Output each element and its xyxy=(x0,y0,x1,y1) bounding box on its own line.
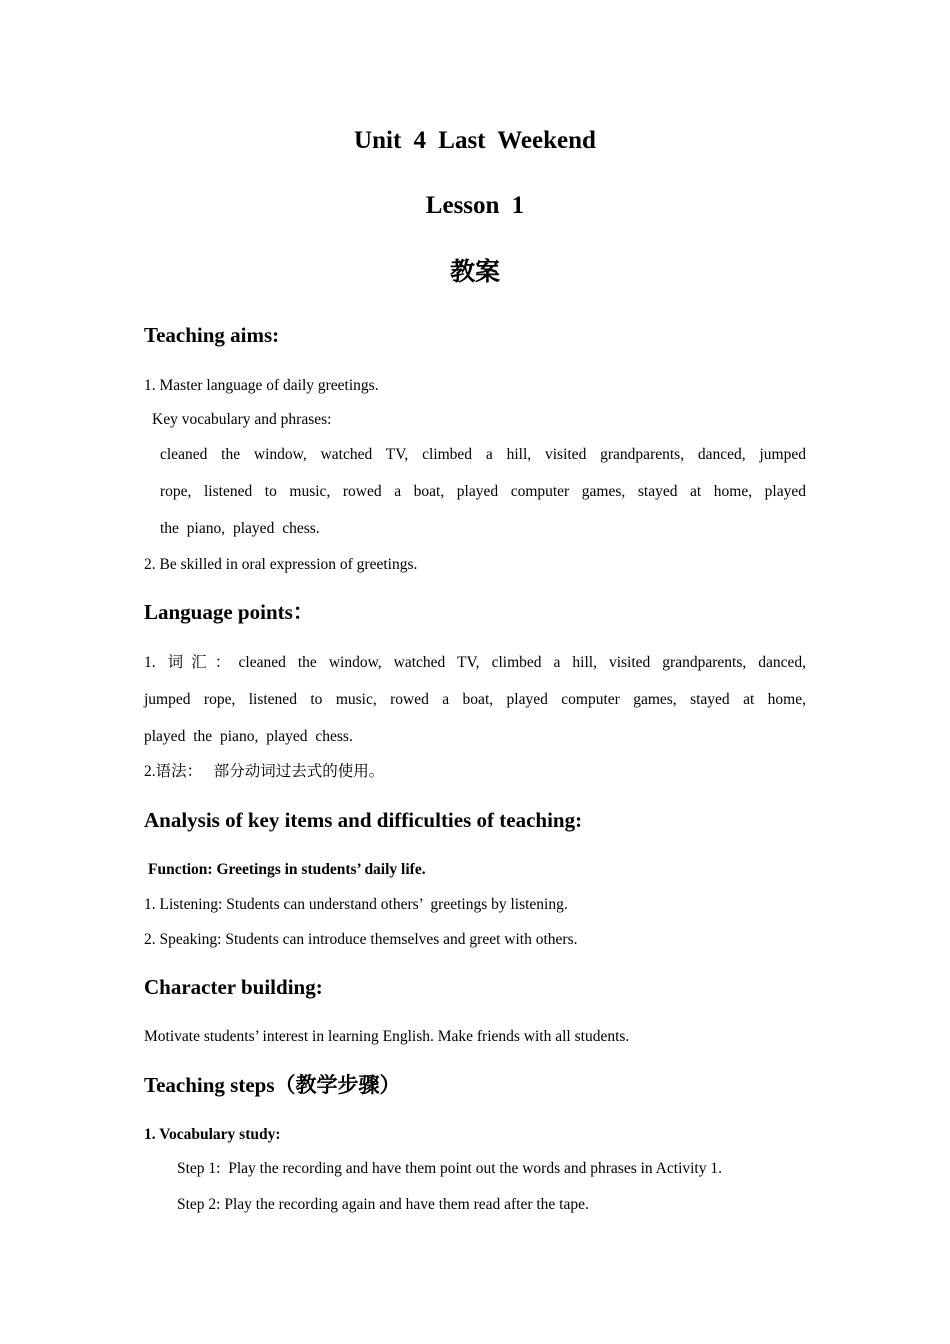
analysis-item-1: 1. Listening: Students can understand others’ greetings by listening. xyxy=(144,896,568,913)
character-text: Motivate students’ interest in learning English. Make friends with all students. xyxy=(144,1028,630,1045)
lesson-title: Lesson 1 xyxy=(425,192,525,219)
aim-item-2: 2. Be skilled in oral expression of greetings. xyxy=(144,556,418,573)
function-line: Function: Greetings in students’ daily life. xyxy=(148,861,426,878)
step-2: Step 2: Play the recording again and have them read after the tape. xyxy=(177,1196,589,1213)
grammar-point: 2.语法： 部分动词过去式的使用。 xyxy=(144,763,385,780)
teaching-steps-heading: Teaching steps（教学步骤） xyxy=(144,1073,401,1097)
aims-vocab-line: the piano, played chess. xyxy=(160,520,320,537)
character-heading: Character building: xyxy=(144,975,323,999)
language-vocab-line: jumped rope, listened to music, rowed a boat, played computer games, stayed at home, xyxy=(144,691,806,708)
language-vocab-line: played the piano, played chess. xyxy=(144,728,353,745)
unit-title: Unit 4 Last Weekend xyxy=(354,127,596,154)
teaching-aims-heading: Teaching aims: xyxy=(144,323,280,347)
language-vocab-paragraph xyxy=(144,644,806,755)
aim-item-1: 1. Master language of daily greetings. xyxy=(144,377,379,394)
aims-vocab-paragraph xyxy=(160,436,806,547)
language-points-heading: Language points： xyxy=(144,600,314,624)
vocabulary-study-heading: 1. Vocabulary study: xyxy=(144,1126,281,1143)
plan-label: 教案 xyxy=(449,257,500,286)
aims-vocab-line: cleaned the window, watched TV, climbed a hill, visited grandparents, danced, jumped xyxy=(160,446,806,463)
language-vocab-line: 1. 词汇：cleaned the window, watched TV, climbed a hill, visited grandparents, danced, xyxy=(144,654,806,671)
step-1: Step 1: Play the recording and have them point out the words and phrases in Activity 1. xyxy=(177,1160,722,1177)
aims-vocab-line: rope, listened to music, rowed a boat, played computer games, stayed at home, played xyxy=(160,483,806,500)
vocab-label: Key vocabulary and phrases: xyxy=(152,411,332,428)
analysis-item-2: 2. Speaking: Students can introduce themselves and greet with others. xyxy=(144,931,578,948)
analysis-heading: Analysis of key items and difficulties of teaching: xyxy=(144,808,583,832)
